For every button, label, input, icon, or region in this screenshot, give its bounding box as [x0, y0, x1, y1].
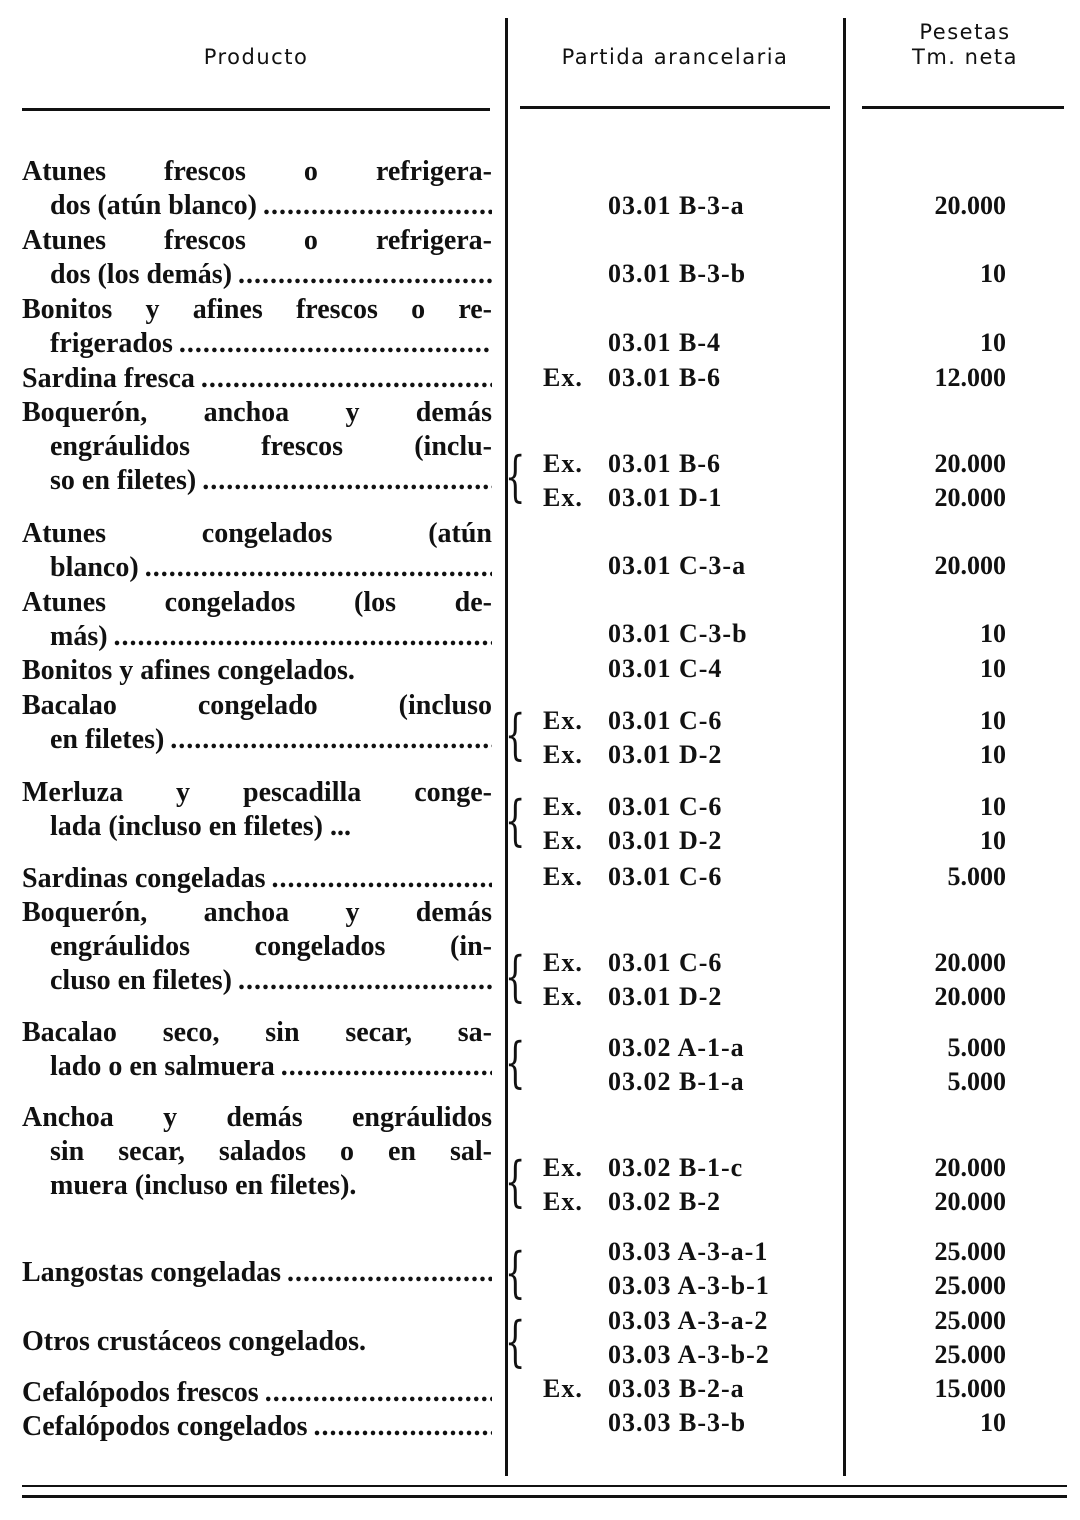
- price-value: 5.000: [947, 1033, 1006, 1062]
- product-name: [22, 862, 492, 896]
- product-name: [22, 155, 492, 223]
- dot-leader: [114, 620, 492, 654]
- tariff-code: 03.03 A-3-a-2: [608, 1306, 769, 1335]
- product-line: Sardina fresca: [22, 363, 195, 394]
- tariff-code: 03.02 B-2: [608, 1187, 721, 1216]
- product-line: Cefalópodos congelados: [22, 1411, 308, 1442]
- header-rule-product: [22, 108, 490, 111]
- ex-marker: Ex.: [543, 1187, 583, 1216]
- tariff-code: 03.01 D-2: [608, 740, 723, 769]
- tariff-code: 03.03 A-3-b-1: [608, 1271, 770, 1300]
- tariff-code: 03.03 A-3-a-1: [608, 1237, 769, 1266]
- product-name: [22, 689, 492, 757]
- tariff-code: 03.02 A-1-a: [608, 1033, 745, 1062]
- tariff-code: 03.01 C-6: [608, 792, 723, 821]
- grouping-brace: {: [504, 1310, 526, 1373]
- grouping-brace: {: [504, 945, 526, 1008]
- product-line: frigerados: [50, 328, 173, 359]
- price-value: 10: [980, 328, 1006, 357]
- product-name: [22, 776, 492, 844]
- product-line: dos (los demás): [50, 259, 233, 290]
- tariff-code: 03.01 D-2: [608, 826, 723, 855]
- product-line: so en filetes): [50, 465, 197, 496]
- tariff-code: 03.02 B-1-a: [608, 1067, 745, 1096]
- tariff-code: 03.01 C-3-b: [608, 619, 748, 648]
- product-line: Atunes frescos o refrigera-: [22, 225, 492, 256]
- product-line: Langostas congeladas: [22, 1257, 282, 1288]
- header-price-line1: Pesetas: [919, 20, 1011, 44]
- ex-marker: Ex.: [543, 706, 583, 735]
- product-line: Atunes congelados (los de-: [22, 587, 492, 618]
- header-rule-price: [862, 106, 1064, 109]
- price-value: 20.000: [934, 948, 1006, 977]
- price-value: 20.000: [934, 449, 1006, 478]
- ex-marker: Ex.: [543, 1153, 583, 1182]
- product-name: [22, 293, 492, 361]
- dot-leader: [238, 964, 492, 998]
- dot-leader: [179, 327, 492, 361]
- dot-leader: [272, 862, 493, 896]
- tariff-code: 03.01 D-1: [608, 483, 723, 512]
- dot-leader: [170, 723, 492, 757]
- grouping-brace: {: [504, 789, 526, 852]
- tariff-code: 03.01 D-2: [608, 982, 723, 1011]
- product-name: [22, 896, 492, 998]
- price-value: 5.000: [947, 1067, 1006, 1096]
- price-value: 10: [980, 1408, 1006, 1437]
- product-line: cluso en filetes): [50, 965, 232, 996]
- ex-marker: Ex.: [543, 948, 583, 977]
- grouping-brace: {: [504, 1150, 526, 1213]
- product-name: [22, 362, 492, 396]
- tariff-code: 03.01 C-3-a: [608, 551, 747, 580]
- product-name: [22, 1376, 492, 1410]
- price-value: 10: [980, 654, 1006, 683]
- product-line: Bacalao seco, sin secar, sa-: [22, 1017, 492, 1048]
- tariff-code: 03.01 C-6: [608, 948, 723, 977]
- price-value: 10: [980, 706, 1006, 735]
- product-line: Anchoa y demás engráulidos: [22, 1102, 492, 1133]
- tariff-code: 03.03 B-3-b: [608, 1408, 747, 1437]
- ex-marker: Ex.: [543, 740, 583, 769]
- product-line: Bonitos y afines congelados.: [22, 655, 355, 686]
- dot-leader: [313, 1410, 492, 1444]
- product-name: [22, 224, 492, 292]
- ex-marker: Ex.: [543, 982, 583, 1011]
- product-line: Atunes congelados (atún: [22, 518, 492, 549]
- footer-rule-bottom: [22, 1495, 1067, 1498]
- dot-leader: [287, 1256, 492, 1290]
- ex-marker: Ex.: [543, 1374, 583, 1403]
- product-name: [22, 1256, 492, 1290]
- product-line: dos (atún blanco): [50, 190, 257, 221]
- price-value: 20.000: [934, 551, 1006, 580]
- tariff-code: 03.01 B-3-a: [608, 191, 745, 220]
- ex-marker: Ex.: [543, 363, 583, 392]
- product-line: Merluza y pescadilla conge-: [22, 777, 492, 808]
- product-line: Boquerón, anchoa y demás: [22, 897, 492, 928]
- product-line: Bacalao congelado (incluso: [22, 690, 492, 721]
- product-line: engráulidos frescos (inclu-: [50, 431, 492, 462]
- price-value: 10: [980, 792, 1006, 821]
- product-line: más): [50, 621, 108, 652]
- dot-leader: [238, 258, 492, 292]
- ex-marker: Ex.: [543, 483, 583, 512]
- product-line: Sardinas congeladas: [22, 863, 266, 894]
- dot-leader: [281, 1050, 492, 1084]
- header-tariff: Partida arancelaria: [561, 45, 789, 69]
- header-rule-tariff: [520, 106, 830, 109]
- ex-marker: Ex.: [543, 826, 583, 855]
- product-name: [22, 1016, 492, 1084]
- tariff-code: 03.01 C-6: [608, 862, 723, 891]
- product-line: Boquerón, anchoa y demás: [22, 397, 492, 428]
- product-name: [22, 396, 492, 498]
- tariff-code: 03.02 B-1-c: [608, 1153, 744, 1182]
- column-divider-right: [843, 18, 846, 1476]
- tariff-code: 03.01 C-4: [608, 654, 723, 683]
- dot-leader: [265, 1376, 492, 1410]
- product-line: lada (incluso en filetes) ...: [50, 811, 351, 842]
- product-line: blanco): [50, 552, 139, 583]
- product-name: [22, 1101, 492, 1203]
- product-line: en filetes): [50, 724, 165, 755]
- grouping-brace: {: [504, 1241, 526, 1304]
- ex-marker: Ex.: [543, 449, 583, 478]
- product-line: engráulidos congelados (in-: [50, 931, 492, 962]
- product-name: [22, 1410, 492, 1444]
- dot-leader: [145, 551, 492, 585]
- header-price-line2: Tm. neta: [912, 45, 1018, 69]
- price-value: 20.000: [934, 483, 1006, 512]
- price-value: 25.000: [934, 1271, 1006, 1300]
- price-value: 20.000: [934, 1187, 1006, 1216]
- product-line: Cefalópodos frescos: [22, 1377, 259, 1408]
- price-value: 10: [980, 740, 1006, 769]
- tariff-code: 03.03 A-3-b-2: [608, 1340, 770, 1369]
- price-value: 10: [980, 619, 1006, 648]
- price-value: 15.000: [934, 1374, 1006, 1403]
- product-line: Atunes frescos o refrigera-: [22, 156, 492, 187]
- product-line: muera (incluso en filetes).: [50, 1170, 357, 1201]
- product-name: [22, 1325, 492, 1359]
- price-value: 25.000: [934, 1306, 1006, 1335]
- dot-leader: [201, 362, 492, 396]
- tariff-code: 03.01 B-3-b: [608, 259, 747, 288]
- product-line: lado o en salmuera: [50, 1051, 275, 1082]
- product-name: [22, 654, 492, 688]
- price-value: 25.000: [934, 1340, 1006, 1369]
- grouping-brace: {: [504, 1031, 526, 1094]
- price-value: 25.000: [934, 1237, 1006, 1266]
- tariff-code: 03.01 B-6: [608, 449, 721, 478]
- tariff-code: 03.01 B-4: [608, 328, 721, 357]
- price-value: 10: [980, 259, 1006, 288]
- dot-leader: [263, 189, 492, 223]
- price-value: 20.000: [934, 1153, 1006, 1182]
- tariff-code: 03.01 B-6: [608, 363, 721, 392]
- grouping-brace: {: [504, 445, 526, 508]
- product-line: Bonitos y afines frescos o re-: [22, 294, 492, 325]
- price-value: 12.000: [934, 363, 1006, 392]
- price-value: 10: [980, 826, 1006, 855]
- price-value: 20.000: [934, 982, 1006, 1011]
- price-value: 5.000: [947, 862, 1006, 891]
- ex-marker: Ex.: [543, 792, 583, 821]
- tariff-code: 03.03 B-2-a: [608, 1374, 745, 1403]
- dot-leader: [202, 464, 492, 498]
- product-line: sin secar, salados o en sal-: [50, 1136, 492, 1167]
- footer-rule-top: [22, 1485, 1067, 1487]
- header-product: Producto: [203, 45, 309, 69]
- product-name: [22, 586, 492, 654]
- price-value: 20.000: [934, 191, 1006, 220]
- product-line: Otros crustáceos congelados.: [22, 1326, 366, 1357]
- grouping-brace: {: [504, 703, 526, 766]
- ex-marker: Ex.: [543, 862, 583, 891]
- tariff-code: 03.01 C-6: [608, 706, 723, 735]
- product-name: [22, 517, 492, 585]
